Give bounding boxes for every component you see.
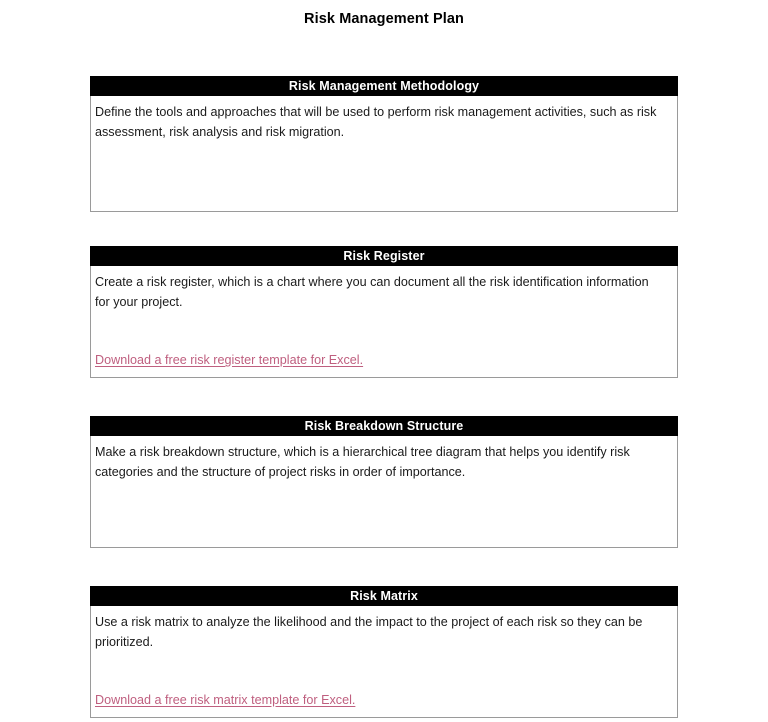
section-header-risk-management-methodology: Risk Management Methodology [90,76,678,96]
section-header-risk-register: Risk Register [90,246,678,266]
section-body-risk-register [90,266,678,378]
section-body-text: Create a risk register, which is a chart where you can document all the risk identification information for your project. [95,275,649,309]
section-body-risk-breakdown-structure [90,436,678,548]
section-header-risk-matrix: Risk Matrix [90,586,678,606]
section-body-risk-matrix [90,606,678,718]
section-body-text: Make a risk breakdown structure, which is a hierarchical tree diagram that helps you identify risk categories and the structure of project risks in order of importance. [95,445,630,479]
section-body-risk-management-methodology [90,96,678,212]
section-body-text: Use a risk matrix to analyze the likelihood and the impact to the project of each risk so they can be prioritized. [95,615,643,649]
section-header-risk-breakdown-structure: Risk Breakdown Structure [90,416,678,436]
section-risk-breakdown-structure [90,416,678,548]
risk-register-template-link[interactable]: Download a free risk register template for Excel. [95,353,364,367]
section-risk-management-methodology [90,76,678,212]
section-body-text: Define the tools and approaches that will be used to perform risk management activities, such as risk assessment, risk analysis and risk migration. [95,105,657,139]
section-risk-register [90,246,678,378]
risk-matrix-template-link[interactable]: Download a free risk matrix template for Excel. [95,693,356,707]
section-risk-matrix [90,586,678,718]
page-title: Risk Management Plan [304,11,464,27]
